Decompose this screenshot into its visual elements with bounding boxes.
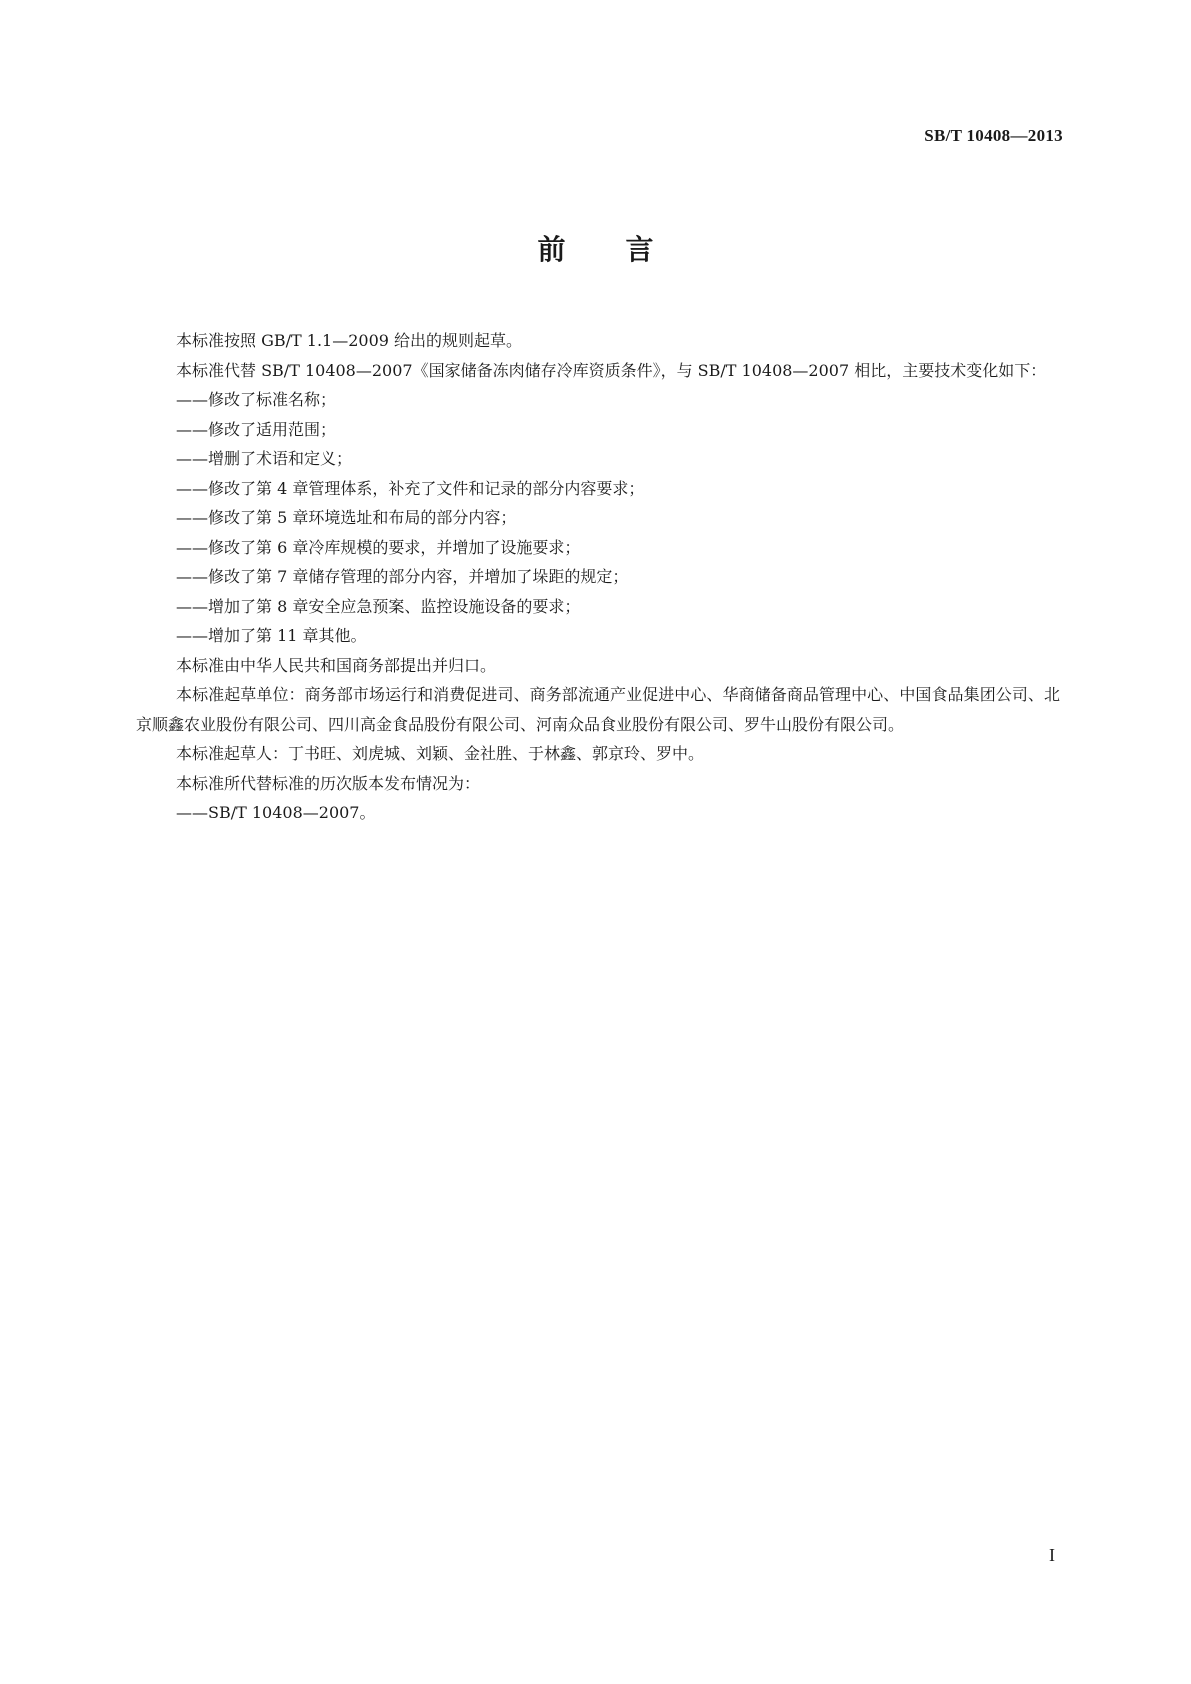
drafting-rules-paragraph: 本标准按照 GB/T 1.1—2009 给出的规则起草。 [176, 331, 523, 350]
drafters-paragraph: 本标准起草人：丁书旺、刘虎城、刘颖、金社胜、于林鑫、郭京玲、罗中。 [176, 744, 705, 763]
change-item: ——增删了术语和定义； [176, 449, 353, 468]
change-item: ——修改了第 6 章冷库规模的要求，并增加了设施要求； [176, 537, 581, 557]
previous-version-item: ——SB/T 10408—2007。 [176, 803, 376, 822]
change-item: ——修改了标准名称； [176, 390, 337, 409]
document-body [136, 326, 1060, 828]
replacement-paragraph: 本标准代替 SB/T 10408—2007《国家储备冻肉储存冷库资质条件》，与 SB/T 10408—2007 相比，主要技术变化如下： [176, 360, 1047, 380]
change-item: ——修改了第 5 章环境选址和布局的部分内容； [176, 508, 517, 527]
change-item: ——修改了第 7 章储存管理的部分内容，并增加了垛距的规定； [176, 567, 629, 586]
change-item: ——增加了第 11 章其他。 [176, 626, 367, 645]
change-item: ——修改了适用范围； [176, 419, 337, 439]
page-title: 前言 [537, 233, 714, 266]
proposer-paragraph: 本标准由中华人民共和国商务部提出并归口。 [176, 655, 497, 675]
version-history-paragraph: 本标准所代替标准的历次版本发布情况为： [176, 773, 481, 793]
standard-code-header: SB/T 10408—2013 [924, 126, 1063, 145]
drafting-units-paragraph: 本标准起草单位：商务部市场运行和消费促进司、商务部流通产业促进中心、华商储备商品管理中心、中国食品集团公司、北京顺鑫农业股份有限公司、四川高金食品股份有限公司、河南众品食业股份有限公司、罗牛山股份有限公司。 [136, 685, 1060, 734]
change-item: ——修改了第 4 章管理体系，补充了文件和记录的部分内容要求； [176, 478, 645, 498]
page-number: I [1049, 1545, 1055, 1565]
change-item: ——增加了第 8 章安全应急预案、监控设施设备的要求； [176, 596, 581, 616]
